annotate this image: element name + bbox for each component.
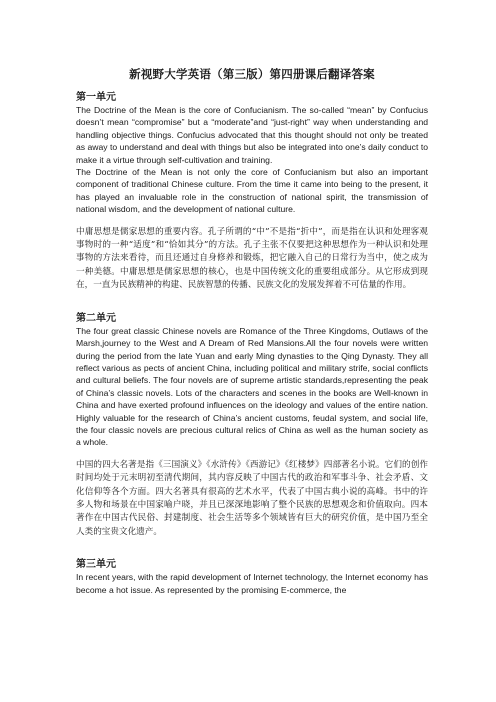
chinese-paragraph: 中国的四大名著是指《三国演义》《水浒传》《西游记》《红楼梦》四部著名小说。它们的创作时间均处于元末明初至清代期间，其内容反映了中国古代的政治和军事斗争、社会矛盾、文化信仰等各个方面。四大名著具有很高的艺术水平，代表了中国古典小说的高峰。书中的许多人物和场景在中国家喻户晓，并且已深深地影响了整个民族的思想观念和价值取向。四本著作在中国古代民俗、封建制度、社会生活等多个领域皆有巨大的研究价值，是中国乃至全人类的宝贵文化遗产。	[76, 459, 428, 537]
english-paragraph: In recent years, with the rapid development of Internet technology, the Internet economy has become a hot issue. As represented by the promising E-commerce, the	[76, 572, 428, 595]
unit-heading: 第二单元	[76, 312, 116, 324]
unit-1	[76, 88, 428, 293]
english-paragraph: The four great classic Chinese novels are Romance of the Three Kingdoms, Outlaws of the Marsh,journey to the West and A Dream of Red Mansions.All the four novels were written during the period from the late Yuan and early Ming dynasties to the Qing Dynasty. They all reflect various as pects of ancient China, including political and military strife, social conflicts and cultural beliefs. The four novels are of supreme artistic standards,representing the peak of China’s classic novels. Lots of the characters and scenes in the books are Well-known in China and have exerted profound influences on the ideology and values of the entire nation. Highly valuable for the research of China’s ancient customs, feudal system, and social life, the four classic novels are precious cultural relics of China as well as the human society as a whole.	[76, 325, 428, 448]
unit-heading: 第三单元	[76, 559, 116, 571]
unit-2	[76, 309, 428, 540]
chinese-paragraph: 中庸思想是儒家思想的重要内容。孔子所谓的“中”不是指“折中”，而是指在认识和处理客观事物时的一种“适度”和“恰如其分”的方法。孔子主张不仅要把这种思想作为一种认识和处理事物的方法来看待，而且还通过自身修养和锻炼，把它融入自己的日常行为当中，使之成为一种美德。中庸思想是儒家思想的核心，也是中国传统文化的重要组成部分。从它形成到现在，一直为民族精神的构建、民族智慧的传播、民族文化的发展发挥着不可估量的作用。	[76, 226, 428, 291]
english-paragraph: The Doctrine of the Mean is the core of Confucianism. The so-called “mean” by Confucius doesn’t mean “compromise” but a “moderate”and “just-right” way when understanding and handling objective things. Confucius advocated that this thought should not only be treated as away to understand and deal with things but also be integrated into one’s daily conduct to make it a virtue through self-cultivation and training.	[76, 105, 428, 165]
document-title: 新视野大学英语（第三版）第四册课后翻译答案	[129, 67, 375, 81]
unit-3	[76, 555, 428, 596]
unit-heading: 第一单元	[76, 92, 116, 103]
english-paragraph: The Doctrine of the Mean is not only the core of Confucianism but also an important component of traditional Chinese culture. From the time it came into being to the present, it has played an invaluable role in the construction of national spirit, the transmission of national wisdom, and the development of national culture.	[76, 167, 428, 215]
